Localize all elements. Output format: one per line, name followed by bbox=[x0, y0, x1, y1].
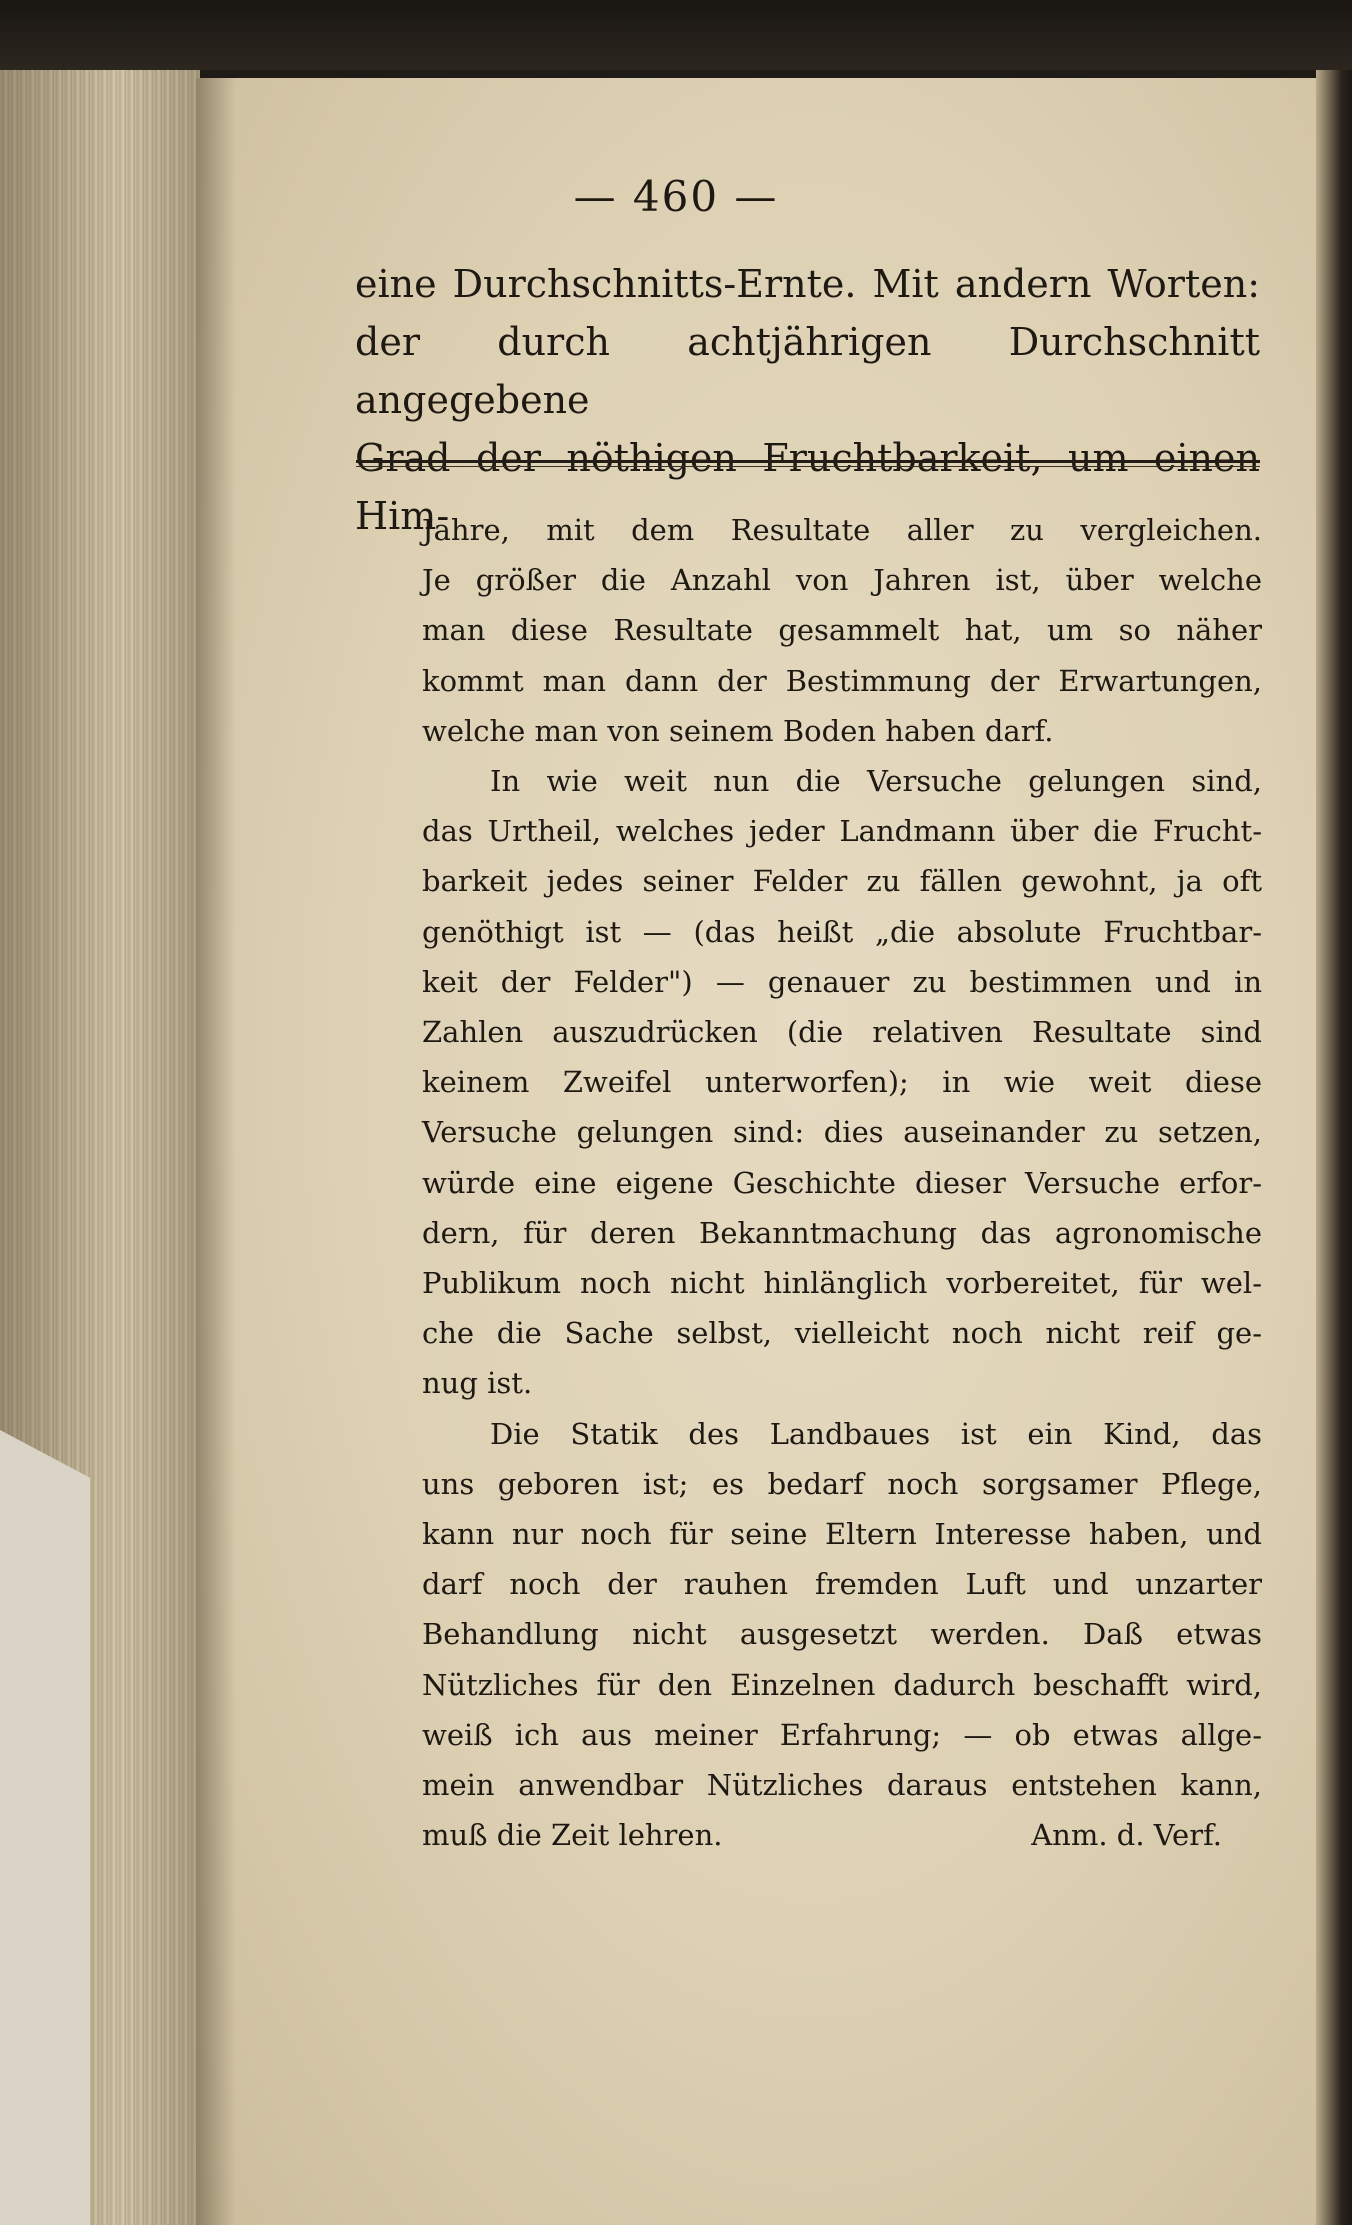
main-text-line: Grad der nöthigen Fruchtbarkeit, um einen Him- bbox=[355, 436, 1260, 538]
paper-flap bbox=[0, 1430, 90, 2225]
footnote-line: genöthigt ist — (das heißt „die absolute Fruchtbar- bbox=[422, 914, 1262, 949]
footnote-line: Je größer die Anzahl von Jahren ist, über welche bbox=[422, 563, 1262, 598]
footnote-separator-rule-thin bbox=[356, 466, 1260, 467]
footnote-line: mein anwendbar Nützliches daraus entstehen kann, bbox=[422, 1768, 1262, 1803]
footnote-final-line bbox=[422, 1810, 1262, 1860]
page-right-edge bbox=[1316, 70, 1352, 2225]
footnote-line: welche man von seinem Boden haben darf. bbox=[422, 713, 1054, 748]
footnote-line: barkeit jedes seiner Felder zu fällen gewohnt, ja oft bbox=[422, 864, 1262, 899]
footnote-separator-rule bbox=[356, 460, 1260, 463]
footnote-line: würde eine eigene Geschichte dieser Versuche erfor- bbox=[422, 1165, 1262, 1200]
footnote-line: che die Sache selbst, vielleicht noch nicht reif ge- bbox=[422, 1316, 1262, 1351]
footnote-line: Zahlen auszudrücken (die relativen Resultate sind bbox=[422, 1015, 1262, 1050]
footnote-line: Die Statik des Landbaues ist ein Kind, das bbox=[490, 1416, 1262, 1451]
footnote-line: keit der Felder") — genauer zu bestimmen und in bbox=[422, 964, 1262, 999]
footnote-line: In wie weit nun die Versuche gelungen sind, bbox=[490, 764, 1262, 799]
footnote-line: Nützliches für den Einzelnen dadurch beschafft wird, bbox=[422, 1667, 1262, 1702]
page-number: — 460 — bbox=[573, 172, 779, 221]
footnote-line: man diese Resultate gesammelt hat, um so näher bbox=[422, 613, 1262, 648]
footnote-line: das Urtheil, welches jeder Landmann über die Frucht- bbox=[422, 814, 1262, 849]
footnote-line: uns geboren ist; es bedarf noch sorgsamer Pflege, bbox=[422, 1466, 1262, 1501]
footnote bbox=[422, 505, 1262, 1860]
main-text-line: eine Durchschnitts-Ernte. Mit andern Worten: bbox=[355, 262, 1260, 306]
footnote-line: Behandlung nicht ausgesetzt werden. Daß etwas bbox=[422, 1617, 1262, 1652]
main-text-line: der durch achtjährigen Durchschnitt angegebene bbox=[355, 320, 1260, 422]
footnote-line: keinem Zweifel unterworfen); in wie weit diese bbox=[422, 1065, 1262, 1100]
footnote-line: kommt man dann der Bestimmung der Erwartungen, bbox=[422, 663, 1262, 698]
page-gutter-shadow bbox=[196, 78, 236, 2225]
footnote-line: Versuche gelungen sind: dies auseinander zu setzen, bbox=[422, 1115, 1262, 1150]
scanner-top-shadow bbox=[0, 0, 1352, 70]
footnote-line: weiß ich aus meiner Erfahrung; — ob etwas allge- bbox=[422, 1717, 1262, 1752]
footnote-line: Jahre, mit dem Resultate aller zu vergleichen. bbox=[422, 513, 1262, 547]
footnote-line: dern, für deren Bekanntmachung das agronomische bbox=[422, 1215, 1262, 1250]
main-text bbox=[355, 255, 1260, 545]
footnote-line: darf noch der rauhen fremden Luft und unzarter bbox=[422, 1567, 1262, 1602]
footnote-closing-text: muß die Zeit lehren. bbox=[422, 1818, 723, 1853]
footnote-line: kann nur noch für seine Eltern Interesse haben, und bbox=[422, 1517, 1262, 1552]
footnote-signature: Anm. d. Verf. bbox=[1031, 1818, 1222, 1853]
footnote-line: nug ist. bbox=[422, 1366, 533, 1401]
footnote-line: Publikum noch nicht hinlänglich vorbereitet, für wel- bbox=[422, 1266, 1262, 1301]
